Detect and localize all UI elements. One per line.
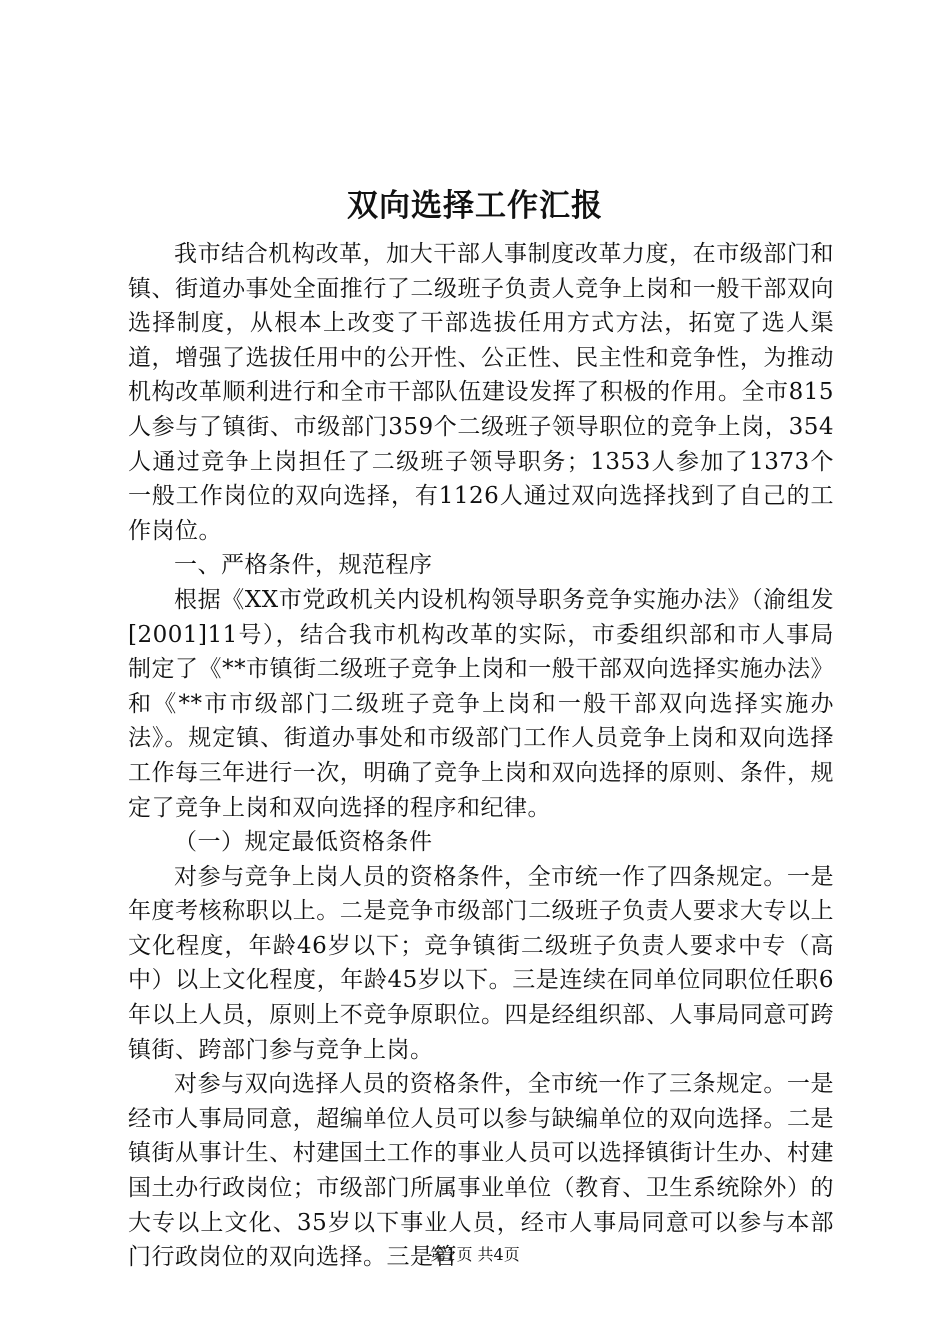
document-title: 双向选择工作汇报 (347, 188, 603, 224)
page-footer: 第1页 共4页 (430, 1245, 520, 1264)
paragraph-intro: 我市结合机构改革，加大干部人事制度改革力度，在市级部门和镇、街道办事处全面推行了二级班子负责人竞争上岗和一般干部双向选择制度，从根本上改变了干部选拔任用方式方法，拓宽了选人渠道，增强了选拔任用中的公开性、公正性、民主性和竞争性，为推动机构改革顺利进行和全市干部队伍建设发挥了积极的作用。全市815人参与了镇街、市级部门359个二级班子领导职位的竞争上岗，354人通过竞争上岗担任了二级班子领导职务；1353人参加了1373个一般工作岗位的双向选择，有1126人通过双向选择找到了自己的工作岗位。 (128, 241, 834, 544)
section-heading-1: 一、严格条件，规范程序 (174, 552, 433, 579)
paragraph-basis: 根据《XX市党政机关内设机构领导职务竞争实施办法》（渝组发[2001]11号），结合我市机构改革的实际，市委组织部和市人事局制定了《**市镇街二级班子竞争上岗和一般干部双向选择实施办法》和《**市市级部门二级班子竞争上岗和一般干部双向选择实施办法》。规定镇、街道办事处和市级部门工作人员竞争上岗和双向选择工作每三年进行一次，明确了竞争上岗和双向选择的原则、条件，规定了竞争上岗和双向选择的程序和纪律。 (128, 586, 834, 821)
document-body (128, 237, 834, 1275)
paragraph-selection-conditions: 对参与双向选择人员的资格条件，全市统一作了三条规定。一是经市人事局同意，超编单位人员可以参与缺编单位的双向选择。二是镇街从事计生、村建国土工作的事业人员可以选择镇街计生办、村建国土办行政岗位；市级部门所属事业单位（教育、卫生系统除外）的大专以上文化、35岁以下事业人员，经市人事局同意可以参与本部门行政岗位的双向选择。三是管 (128, 1071, 834, 1271)
paragraph-competition-conditions: 对参与竞争上岗人员的资格条件，全市统一作了四条规定。一是年度考核称职以上。二是竞争市级部门二级班子负责人要求大专以上文化程度，年龄46岁以下；竞争镇街二级班子负责人要求中专（高中）以上文化程度，年龄45岁以下。三是连续在同单位同职位任职6年以上人员，原则上不竞争原职位。四是经组织部、人事局同意可跨镇街、跨部门参与竞争上岗。 (128, 863, 834, 1063)
subsection-heading-1: （一）规定最低资格条件 (174, 829, 433, 856)
